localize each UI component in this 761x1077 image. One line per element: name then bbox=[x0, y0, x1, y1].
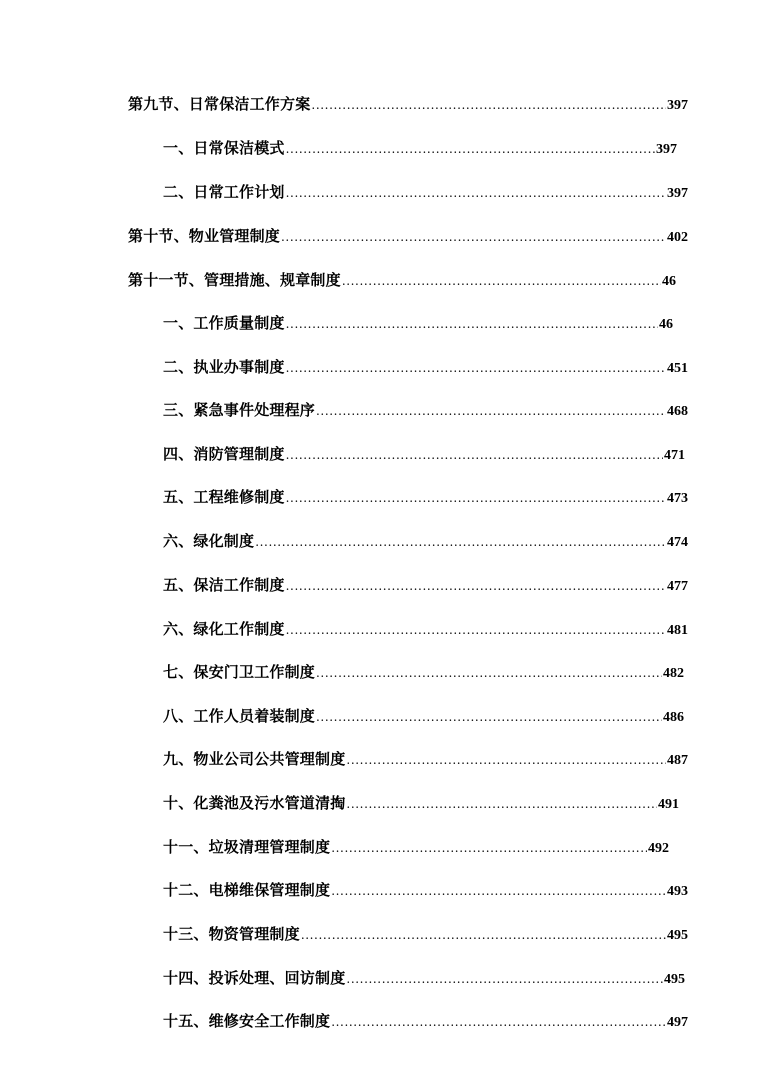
toc-entry-page: 402 bbox=[667, 230, 688, 245]
toc-entry-title: 第十一节、管理措施、规章制度 bbox=[128, 271, 341, 289]
toc-entry-page: 486 bbox=[663, 710, 684, 725]
toc-entry[interactable] bbox=[163, 138, 677, 160]
toc-dot-leader bbox=[331, 838, 647, 858]
toc-entry[interactable] bbox=[163, 313, 673, 335]
toc-entry-title: 二、执业办事制度 bbox=[163, 358, 285, 376]
toc-entry[interactable] bbox=[163, 531, 688, 553]
toc-dot-leader bbox=[286, 314, 658, 334]
toc-entry-page: 397 bbox=[667, 186, 688, 201]
toc-entry-title: 十五、维修安全工作制度 bbox=[163, 1012, 331, 1030]
toc-entry-title: 八、工作人员着装制度 bbox=[163, 707, 316, 725]
toc-entry-title: 二、日常工作计划 bbox=[163, 183, 285, 201]
toc-entry[interactable] bbox=[163, 924, 688, 946]
toc-entry[interactable] bbox=[128, 94, 688, 116]
toc-entry[interactable] bbox=[163, 487, 688, 509]
toc-entry-title: 九、物业公司公共管理制度 bbox=[163, 750, 346, 768]
toc-dot-leader bbox=[316, 401, 666, 421]
toc-entry-title: 十三、物资管理制度 bbox=[163, 925, 300, 943]
toc-entry[interactable] bbox=[163, 880, 688, 902]
toc-entry[interactable] bbox=[163, 444, 685, 466]
toc-dot-leader bbox=[331, 1012, 666, 1032]
toc-entry-page: 473 bbox=[667, 491, 688, 506]
toc-entry-title: 三、紧急事件处理程序 bbox=[163, 401, 316, 419]
toc-entry[interactable] bbox=[163, 662, 684, 684]
toc-entry[interactable] bbox=[163, 400, 688, 422]
toc-entry[interactable] bbox=[163, 706, 684, 728]
toc-entry-page: 397 bbox=[656, 142, 677, 157]
toc-entry-title: 第九节、日常保洁工作方案 bbox=[128, 95, 311, 113]
toc-entry-page: 493 bbox=[667, 884, 688, 899]
toc-dot-leader bbox=[346, 969, 663, 989]
toc-entry-page: 482 bbox=[663, 666, 684, 681]
toc-entry-page: 468 bbox=[667, 404, 688, 419]
toc-dot-leader bbox=[316, 663, 662, 683]
toc-entry-page: 471 bbox=[664, 448, 685, 463]
toc-entry-title: 五、保洁工作制度 bbox=[163, 576, 285, 594]
toc-entry[interactable] bbox=[163, 357, 688, 379]
toc-entry[interactable] bbox=[163, 1011, 688, 1033]
toc-entry-title: 第十节、物业管理制度 bbox=[128, 227, 281, 245]
toc-dot-leader bbox=[286, 358, 666, 378]
toc-entry-page: 46 bbox=[662, 274, 676, 289]
toc-entry-page: 495 bbox=[667, 928, 688, 943]
toc-entry[interactable] bbox=[128, 226, 688, 248]
toc-entry-title: 一、日常保洁模式 bbox=[163, 139, 285, 157]
toc-entry-page: 487 bbox=[667, 753, 688, 768]
toc-dot-leader bbox=[286, 183, 666, 203]
toc-dot-leader bbox=[316, 707, 662, 727]
toc-entry-page: 397 bbox=[667, 98, 688, 113]
toc-dot-leader bbox=[286, 576, 666, 596]
toc-dot-leader bbox=[346, 750, 666, 770]
toc-entry-title: 十二、电梯维保管理制度 bbox=[163, 881, 331, 899]
toc-entry-title: 五、工程维修制度 bbox=[163, 488, 285, 506]
toc-dot-leader bbox=[301, 925, 666, 945]
toc-entry[interactable] bbox=[163, 837, 669, 859]
toc-entry-page: 497 bbox=[667, 1015, 688, 1030]
toc-dot-leader bbox=[286, 488, 666, 508]
toc-entry-page: 481 bbox=[667, 623, 688, 638]
toc-entry[interactable] bbox=[163, 182, 688, 204]
toc-entry[interactable] bbox=[163, 793, 679, 815]
toc-entry[interactable] bbox=[163, 619, 688, 641]
toc-entry-title: 六、绿化工作制度 bbox=[163, 620, 285, 638]
toc-dot-leader bbox=[342, 271, 661, 291]
toc-entry-page: 46 bbox=[659, 317, 673, 332]
toc-entry[interactable] bbox=[163, 968, 685, 990]
toc-entry[interactable] bbox=[163, 749, 688, 771]
toc-dot-leader bbox=[281, 227, 666, 247]
toc-entry-page: 495 bbox=[664, 972, 685, 987]
toc-dot-leader bbox=[286, 445, 663, 465]
toc-entry[interactable] bbox=[163, 575, 688, 597]
toc-dot-leader bbox=[346, 794, 657, 814]
toc-entry-title: 四、消防管理制度 bbox=[163, 445, 285, 463]
toc-entry-page: 492 bbox=[648, 841, 669, 856]
toc-entry-page: 474 bbox=[667, 535, 688, 550]
toc-dot-leader bbox=[286, 139, 655, 159]
toc-entry-page: 491 bbox=[658, 797, 679, 812]
toc-dot-leader bbox=[255, 532, 666, 552]
toc-entry[interactable] bbox=[128, 270, 676, 292]
toc-dot-leader bbox=[331, 881, 666, 901]
toc-entry-title: 十、化粪池及污水管道清掏 bbox=[163, 794, 346, 812]
toc-dot-leader bbox=[286, 620, 666, 640]
toc-entry-title: 十四、投诉处理、回访制度 bbox=[163, 969, 346, 987]
toc-entry-title: 十一、垃圾清理管理制度 bbox=[163, 838, 331, 856]
toc-entry-title: 七、保安门卫工作制度 bbox=[163, 663, 316, 681]
toc-entry-page: 451 bbox=[667, 361, 688, 376]
toc-entry-title: 六、绿化制度 bbox=[163, 532, 255, 550]
toc-entry-page: 477 bbox=[667, 579, 688, 594]
toc-dot-leader bbox=[311, 95, 666, 115]
toc-entry-title: 一、工作质量制度 bbox=[163, 314, 285, 332]
